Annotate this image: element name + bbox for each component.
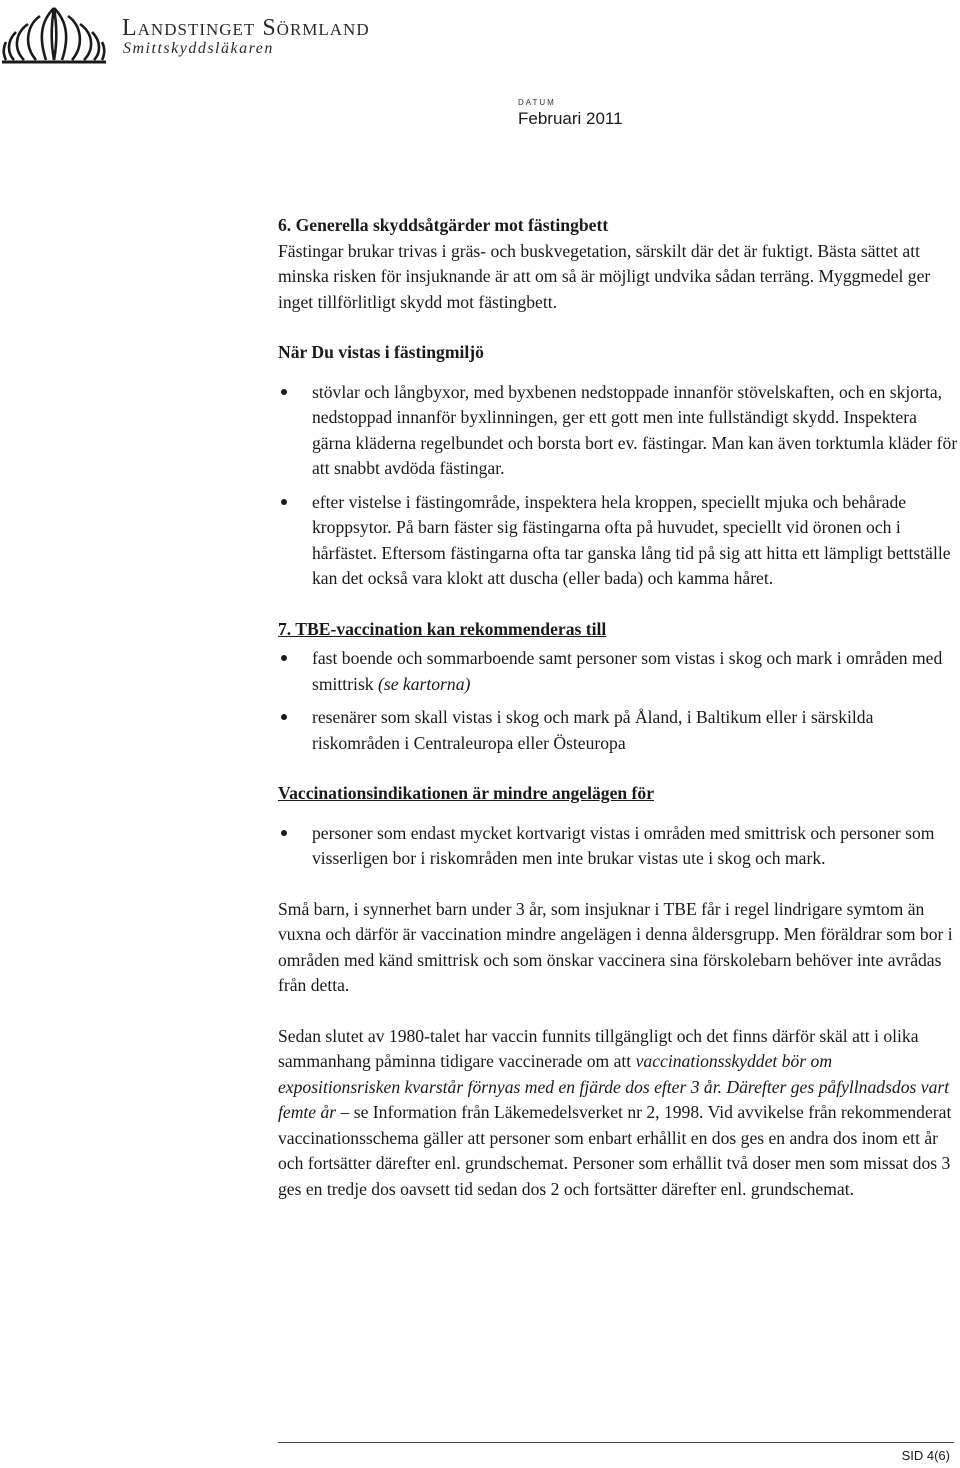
bullet-icon [281, 499, 287, 505]
section-7-heading-text: 7. TBE-vaccination kan rekommenderas till [278, 618, 607, 639]
tulip-logo-icon [2, 2, 106, 64]
date-label: DATUM [518, 98, 556, 107]
section-6-subheading: När Du vistas i fästingmiljö [278, 342, 484, 362]
letterhead [0, 0, 960, 70]
list-item-text: stövlar och långbyxor, med byxbenen nedstoppade innanför stövelskaften, och en skjorta, nedstoppad innanför byxlinningen, ger ett gott men inte fullständigt skydd. Inspektera gärna kläderna regelbundet och borsta bort ev. fästingar. Man kan även torktumla kläder för att snabbt avdöda fästingar. [312, 381, 958, 478]
bullet-icon [281, 830, 287, 836]
booster-text-start: Sedan slutet av 1980-talet har vaccin funnits tillgängligt och det finns därför skäl att i olika sammanhang påminna tidigare vaccinerade om att [278, 1025, 919, 1071]
list-item-text: resenärer som skall vistas i skog och mark på Åland, i Baltikum eller i särskilda riskområden i Centraleuropa eller Östeuropa [312, 707, 874, 753]
bullet-icon [281, 714, 287, 720]
bullet-icon [281, 655, 287, 661]
list-item-text: efter vistelse i fästingområde, inspektera hela kroppen, speciellt mjuka och behårade kroppsytor. På barn fäster sig fästingarna ofta på huvudet, speciellt vid öronen och i hårfästet. Eftersom fästingarna ofta tar ganska lång tid på sig att hitta ett lämpligt bettställe kan det också vara klokt att duscha (eller bada) och kamma håret. [312, 491, 951, 588]
list-item-text: personer som endast mycket kortvarigt vistas i områden med smittrisk och personer som visserligen bor i riskområden men inte brukar vistas ute i skog och mark. [312, 822, 935, 868]
list-item [278, 646, 958, 697]
page-number: SID 4(6) [901, 1448, 950, 1463]
booster-text-italic: vaccinationsskyddet bör om expositionsrisken kvarstår förnyas med en fjärde dos efter 3 år. Därefter ges påfyllnadsdos vart femte år [278, 1051, 950, 1122]
indications-heading-text: Vaccinationsindikationen är mindre angelägen för [278, 783, 655, 803]
section-7-heading [278, 617, 958, 643]
organization-unit: Smittskyddsläkaren [123, 40, 274, 57]
footer-divider [278, 1442, 954, 1443]
indications-heading [278, 781, 958, 807]
booster-text-end: – se Information från Läkemedelsverket nr 2, 1998. Vid avvikelse från rekommenderat vaccinationsschema gäller att personer som enbart erhållit en dos ges en andra dos inom ett år och fortsätter därefter enl. grundschemat. Personer som erhållit två doser men som missat dos 3 ges en tredje dos oavsett tid sedan dos 2 och fortsätter därefter enl. grundschemat. [278, 1102, 952, 1199]
protection-list [278, 380, 958, 592]
small-children-paragraph: Små barn, i synnerhet barn under 3 år, som insjuknar i TBE får i regel lindrigare symtom än vuxna och därför är vaccination mindre angelägen i denna åldersgrupp. Men föräldrar som bor i områden med känd smittrisk och som önskar vaccinera sina förskolebarn behöver inte avrådas från detta. [278, 898, 953, 995]
date-value: Februari 2011 [518, 109, 623, 128]
organization-name: Landstinget Sörmland [122, 15, 370, 41]
list-item [278, 821, 958, 872]
booster-paragraph [278, 1024, 958, 1203]
list-item [278, 705, 958, 756]
indications-list [278, 821, 958, 872]
recommendation-list [278, 646, 958, 756]
list-item [278, 380, 958, 482]
map-reference: (se kartorna) [378, 673, 471, 694]
list-item-text: fast boende och sommarboende samt personer som vistas i skog och mark i områden med smittrisk [312, 648, 943, 694]
section-6-intro: Fästingar brukar trivas i gräs- och buskvegetation, särskilt där det är fuktigt. Bästa sättet att minska risken för insjuknande är att om så är möjligt undvika sådan terräng. Myggmedel ger inget tillförlitligt skydd mot fästingbett. [278, 240, 931, 312]
bullet-icon [281, 389, 287, 395]
document-body [278, 213, 958, 1202]
section-6-heading: 6. Generella skyddsåtgärder mot fästingbett [278, 215, 609, 235]
list-item [278, 490, 958, 592]
